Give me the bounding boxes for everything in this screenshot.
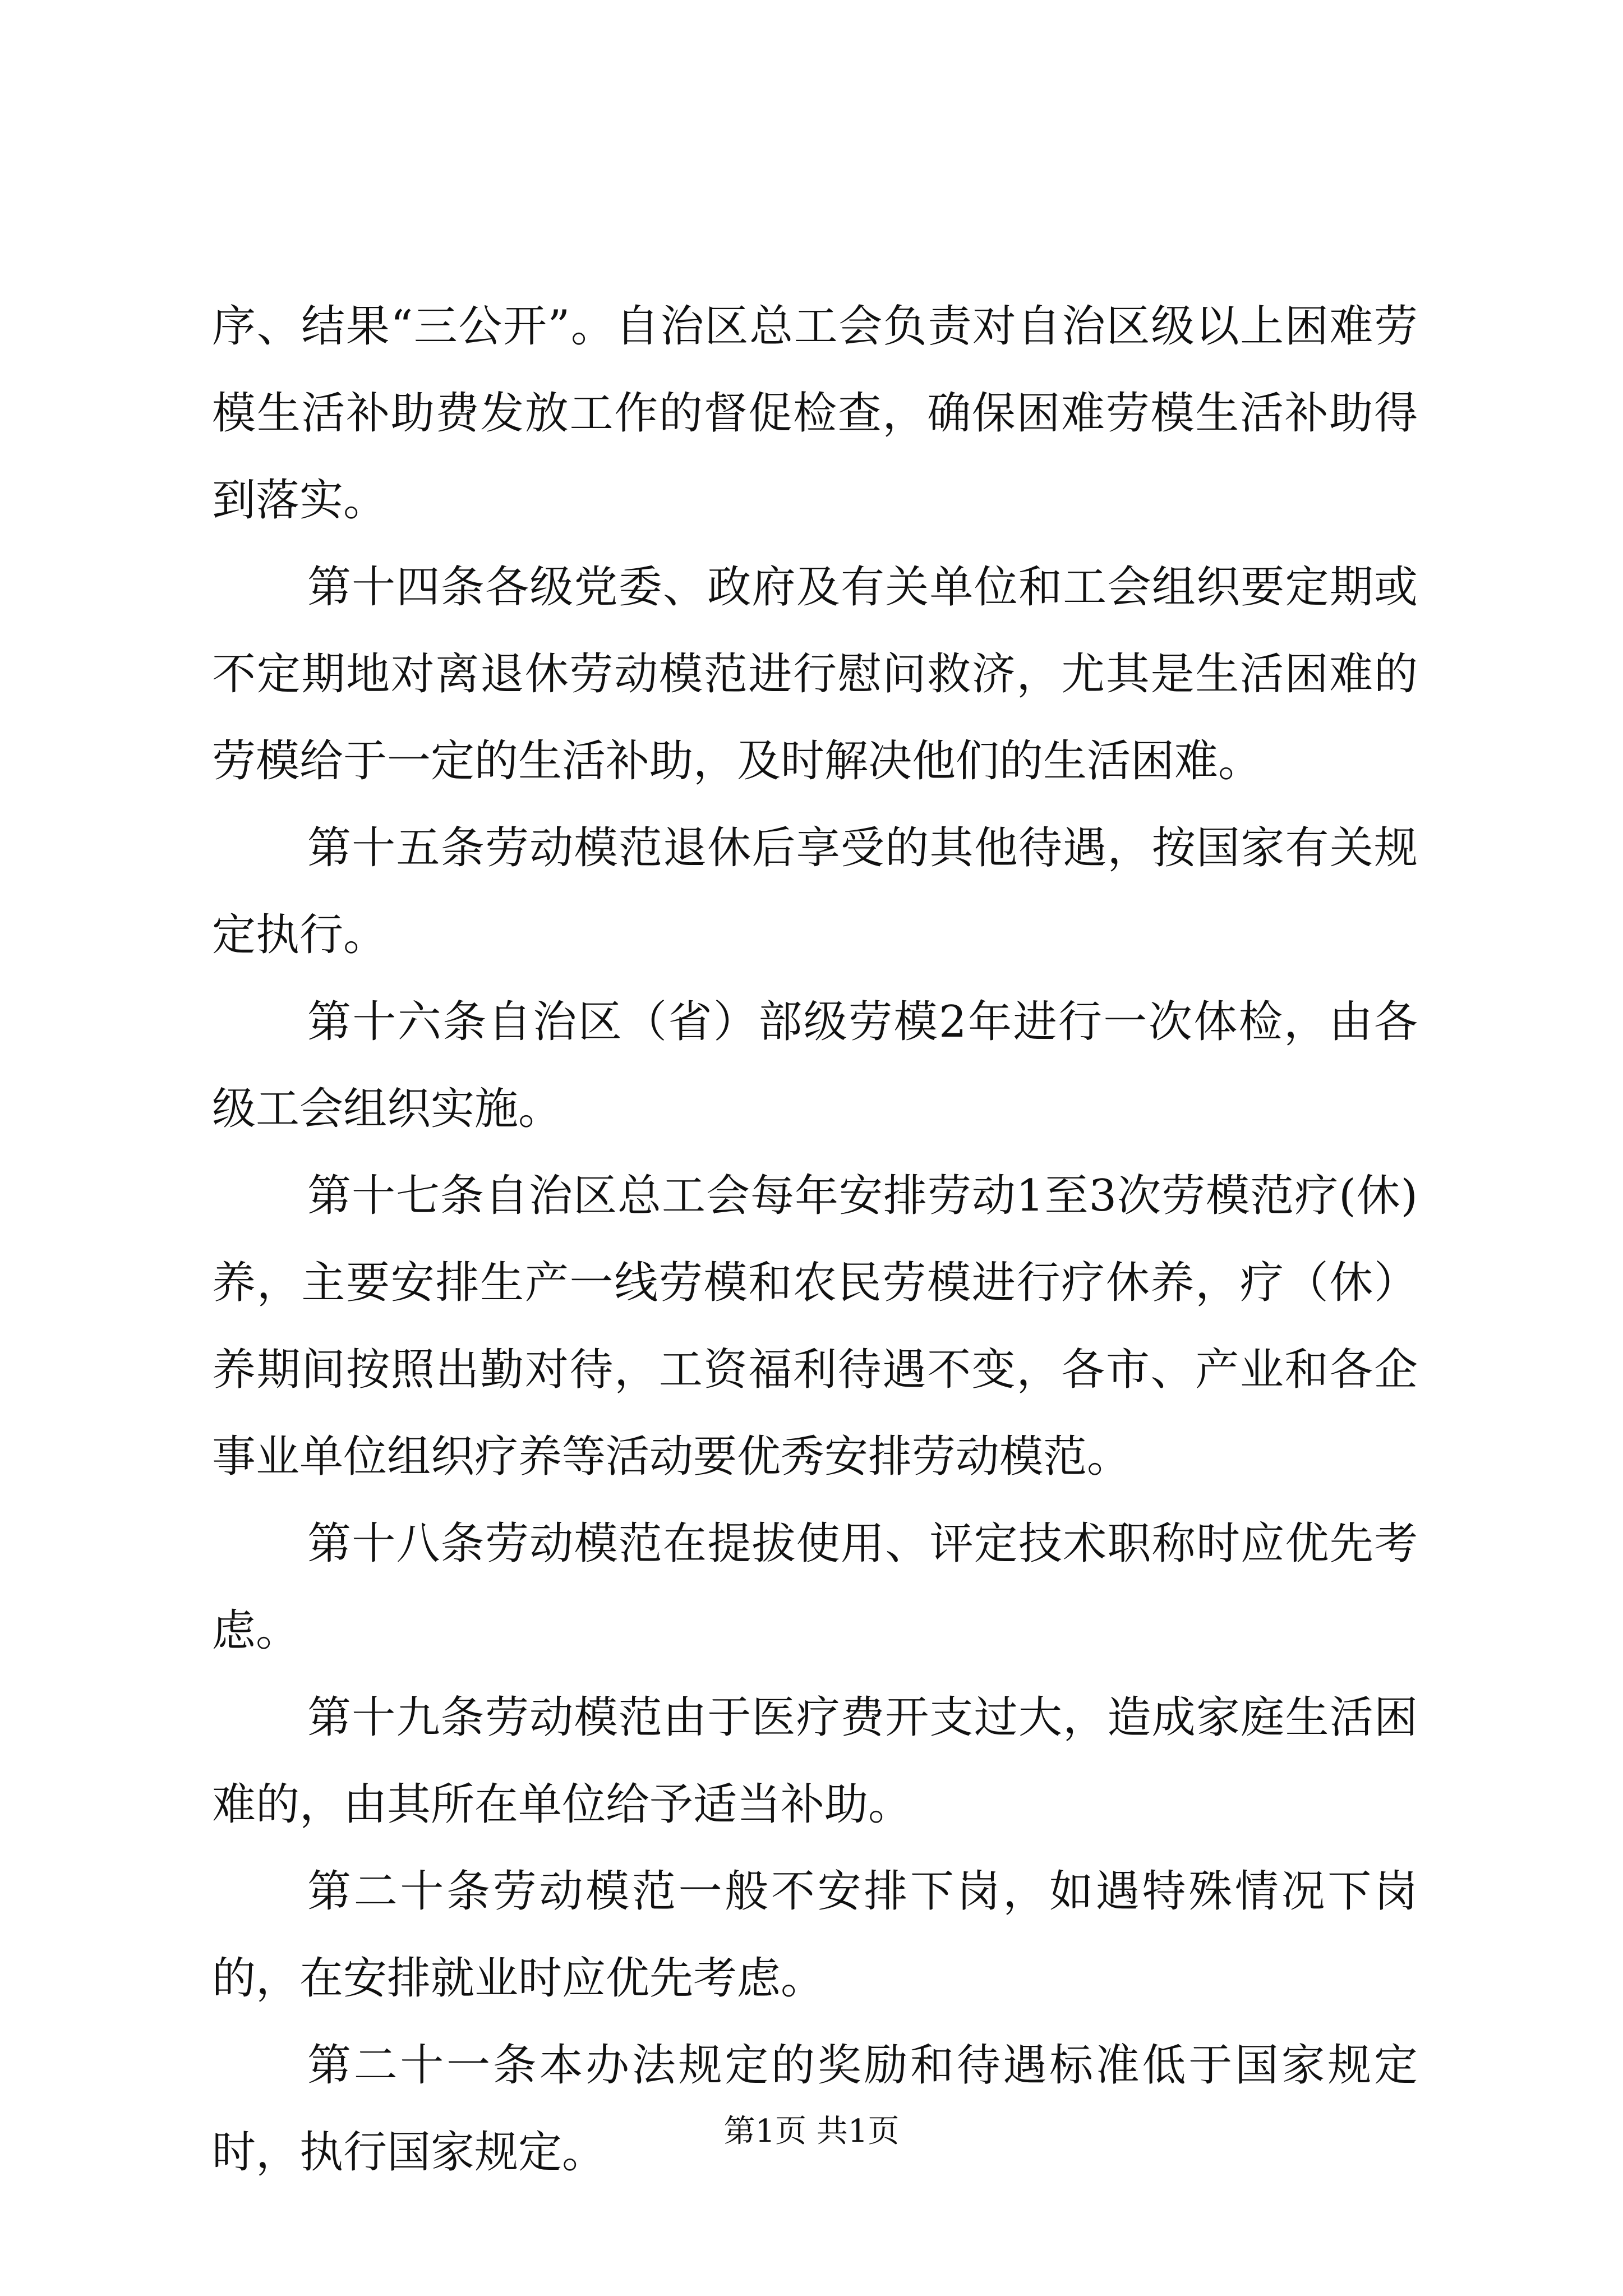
paragraph-article-18: 第十八条劳动模范在提拔使用、评定技术职称时应优先考虑。 [212, 1519, 1418, 1656]
paragraph-article-15: 第十五条劳动模范退休后享受的其他待遇，按国家有关规定执行。 [212, 823, 1418, 960]
document-body [212, 283, 1418, 2196]
paragraph-article-19: 第十九条劳动模范由于医疗费开支过大，造成家庭生活困难的，由其所在单位给予适当补助。 [212, 1692, 1418, 1830]
paragraph-article-14: 第十四条各级党委、政府及有关单位和工会组织要定期或不定期地对离退休劳动模范进行慰问救济，尤其是生活困难的劳模给于一定的生活补助，及时解决他们的生活困难。 [212, 562, 1418, 786]
paragraph-continuation: 序、结果“三公开”。自治区总工会负责对自治区级以上困难劳模生活补助费发放工作的督促检查，确保困难劳模生活补助得到落实。 [212, 301, 1418, 526]
page-number-footer: 第1页 共1页 [723, 2113, 900, 2150]
paragraph-article-17: 第十七条自治区总工会每年安排劳动1至3次劳模范疗(休)养，主要安排生产一线劳模和农民劳模进行疗休养，疗（休）养期间按照出勤对待，工资福利待遇不变，各市、产业和各企事业单位组织疗养等活动要优秀安排劳动模范。 [212, 1171, 1418, 1482]
paragraph-article-20: 第二十条劳动模范一般不安排下岗，如遇特殊情况下岗的，在安排就业时应优先考虑。 [212, 1866, 1418, 2004]
paragraph-article-16: 第十六条自治区（省）部级劳模2年进行一次体检，由各级工会组织实施。 [212, 997, 1418, 1134]
paragraph-article-21: 第二十一条本办法规定的奖励和待遇标准低于国家规定时，执行国家规定。 [212, 2040, 1418, 2178]
